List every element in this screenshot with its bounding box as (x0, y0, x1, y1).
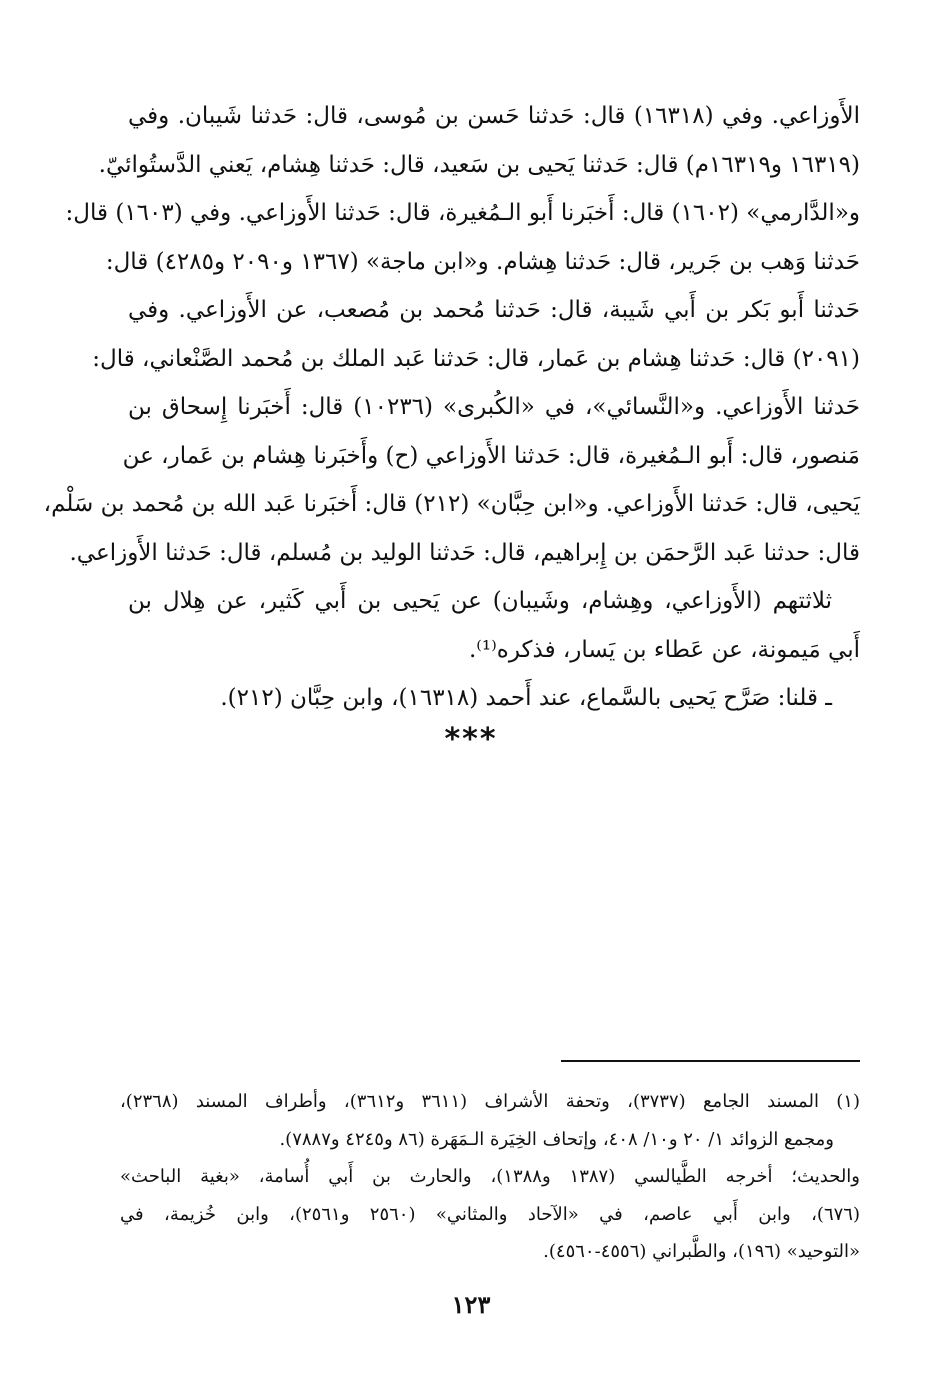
paragraph-2 (128, 577, 860, 674)
paragraph-3 (128, 674, 860, 723)
text-line: الأَوزاعي. وفي (١٦٣١٨) قال: حَدثنا حَسن بن مُوسى، قال: حَدثنا شَيبان. وفي (128, 103, 860, 129)
footnote-line: ومجمع الزوائد ١/ ٢٠ و١٠/ ٤٠٨، وإتحاف الخِيَرة الـمَهَرة (٨٦ و٤٢٤٥ و٧٨٨٧). (279, 1128, 834, 1150)
text-line: قال: حدثنا عَبد الرَّحمَن بن إِبراهيم، قال: حَدثنا الوليد بن مُسلم، قال: حَدثنا الأَوزاعي. (69, 539, 860, 566)
text-line: ـ قلنا: صَرَّح يَحيى بالسَّماع، عند أَحمد (١٦٣١٨)، وابن حِبَّان (٢١٢). (220, 685, 832, 711)
main-text-block (43, 92, 860, 723)
text-line: و«الدَّارمي» (١٦٠٢) قال: أَخبَرنا أَبو الـمُغيرة، قال: حَدثنا الأَوزاعي. وفي (١٦٠٣) قال: (65, 200, 860, 226)
footnotes-block (120, 1083, 860, 1271)
text-line: حَدثنا الأَوزاعي. و«النَّسائي»، في «الكُبرى» (١٠٢٣٦) قال: أَخبَرنا إِسحاق بن (128, 394, 860, 420)
text-line: يَحيى، قال: حَدثنا الأَوزاعي. و«ابن حِبَّان» (٢١٢) قال: أَخبَرنا عَبد الله بن مُحمد بن سَلْم، (43, 491, 860, 517)
footnote-line: والحديث؛ أخرجه الطَّيالسي (١٣٨٧ و١٣٨٨)، والحارث بن أَبي أُسامة، «بغية الباحث» (120, 1166, 860, 1187)
section-separator: *** (444, 722, 498, 757)
text-line: حَدثنا أَبو بَكر بن أَبي شَيبة، قال: حَدثنا مُحمد بن مُصعب، عن الأَوزاعي. وفي (128, 297, 860, 323)
text-line: (١٦٣١٩ و١٦٣١٩م) قال: حَدثنا يَحيى بن سَعيد، قال: حَدثنا هِشام، يَعني الدَّستُوائيّ. (98, 151, 860, 178)
footnote-line: (٦٧٦)، وابن أَبي عاصم، في «الآحاد والمثاني» (٢٥٦٠ و٢٥٦١)، وابن خُزيمة، في (120, 1203, 860, 1225)
footnote-line: «التوحيد» (١٩٦)، والطَّبراني (٤٥٥٦-٤٥٦٠). (543, 1241, 860, 1262)
text-line: أَبي مَيمونة، عن عَطاء بن يَسار، فذكره⁽¹⁾. (468, 636, 860, 663)
text-line: ثلاثتهم (الأَوزاعي، وهِشام، وشَيبان) عن يَحيى بن أَبي كَثير، عن هِلال بن (128, 588, 832, 614)
page-number: ١٢٣ (451, 1290, 491, 1319)
text-line: حَدثنا وَهب بن جَرير، قال: حَدثنا هِشام. و«ابن ماجة» (١٣٦٧ و٢٠٩٠ و٤٢٨٥) قال: (105, 248, 860, 275)
footnote-line: (١) المسند الجامع (٣٧٣٧)، وتحفة الأشراف (٣٦١١ و٣٦١٢)، وأطراف المسند (٢٣٦٨)، (120, 1091, 860, 1112)
text-line: (٢٠٩١) قال: حَدثنا هِشام بن عَمار، قال: حَدثنا عَبد الملك بن مُحمد الصَّنْعاني، قال: (92, 345, 860, 372)
text-line: مَنصور، قال: أَبو الـمُغيرة، قال: حَدثنا الأَوزاعي (ح) وأَخبَرنا هِشام بن عَمار، عن (122, 442, 860, 469)
footnote-divider (561, 1060, 860, 1062)
paragraph-1 (43, 92, 860, 577)
